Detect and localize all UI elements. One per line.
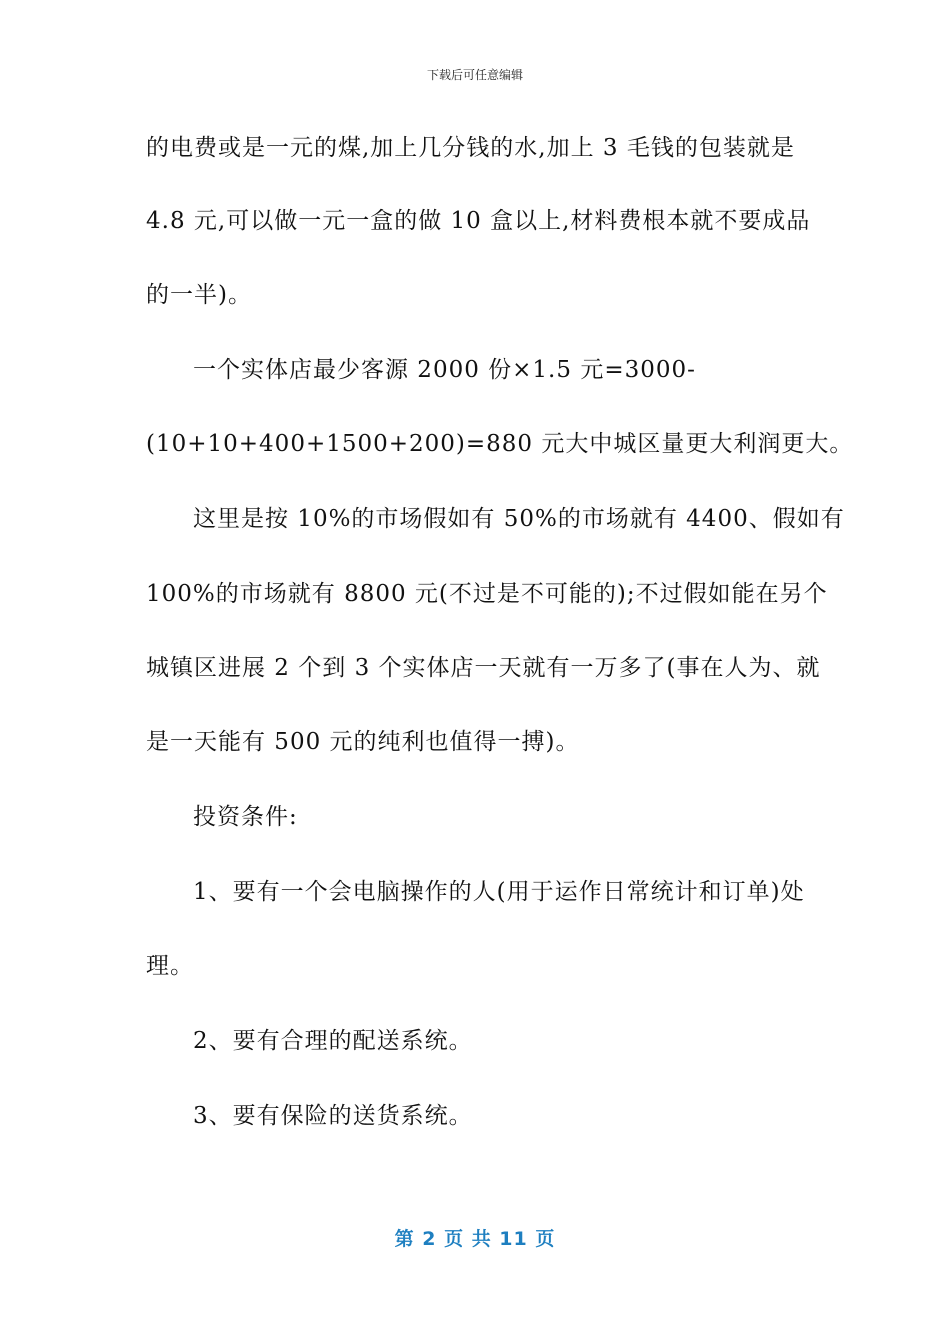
body-line-13: 2、要有合理的配送系统。 — [193, 1028, 473, 1054]
body-line-5: (10+10+400+1500+200)=880 元大中城区量更大利润更大。 — [146, 431, 854, 457]
body-line-8: 城镇区进展 2 个到 3 个实体店一天就有一万多了(事在人为、就 — [146, 655, 821, 681]
document-header-note: 下载后可任意编辑 — [426, 68, 523, 82]
body-line-11: 1、要有一个会电脑操作的人(用于运作日常统计和订单)处 — [193, 879, 805, 905]
body-line-10: 投资条件: — [193, 804, 298, 830]
body-line-2: 4.8 元,可以做一元一盒的做 10 盒以上,材料费根本就不要成品 — [146, 208, 811, 234]
body-line-9: 是一天能有 500 元的纯利也值得一搏)。 — [146, 729, 580, 755]
body-line-12: 理。 — [146, 953, 194, 979]
body-line-1: 的电费或是一元的煤,加上几分钱的水,加上 3 毛钱的包装就是 — [146, 135, 795, 161]
body-line-14: 3、要有保险的送货系统。 — [193, 1103, 473, 1129]
page-number-footer: 第 2 页 共 11 页 — [394, 1228, 556, 1250]
body-line-4: 一个实体店最少客源 2000 份×1.5 元=3000- — [193, 357, 696, 383]
body-line-3: 的一半)。 — [146, 282, 252, 308]
body-line-7: 100%的市场就有 8800 元(不过是不可能的);不过假如能在另个 — [146, 581, 828, 607]
body-line-6: 这里是按 10%的市场假如有 50%的市场就有 4400、假如有 — [193, 506, 845, 532]
